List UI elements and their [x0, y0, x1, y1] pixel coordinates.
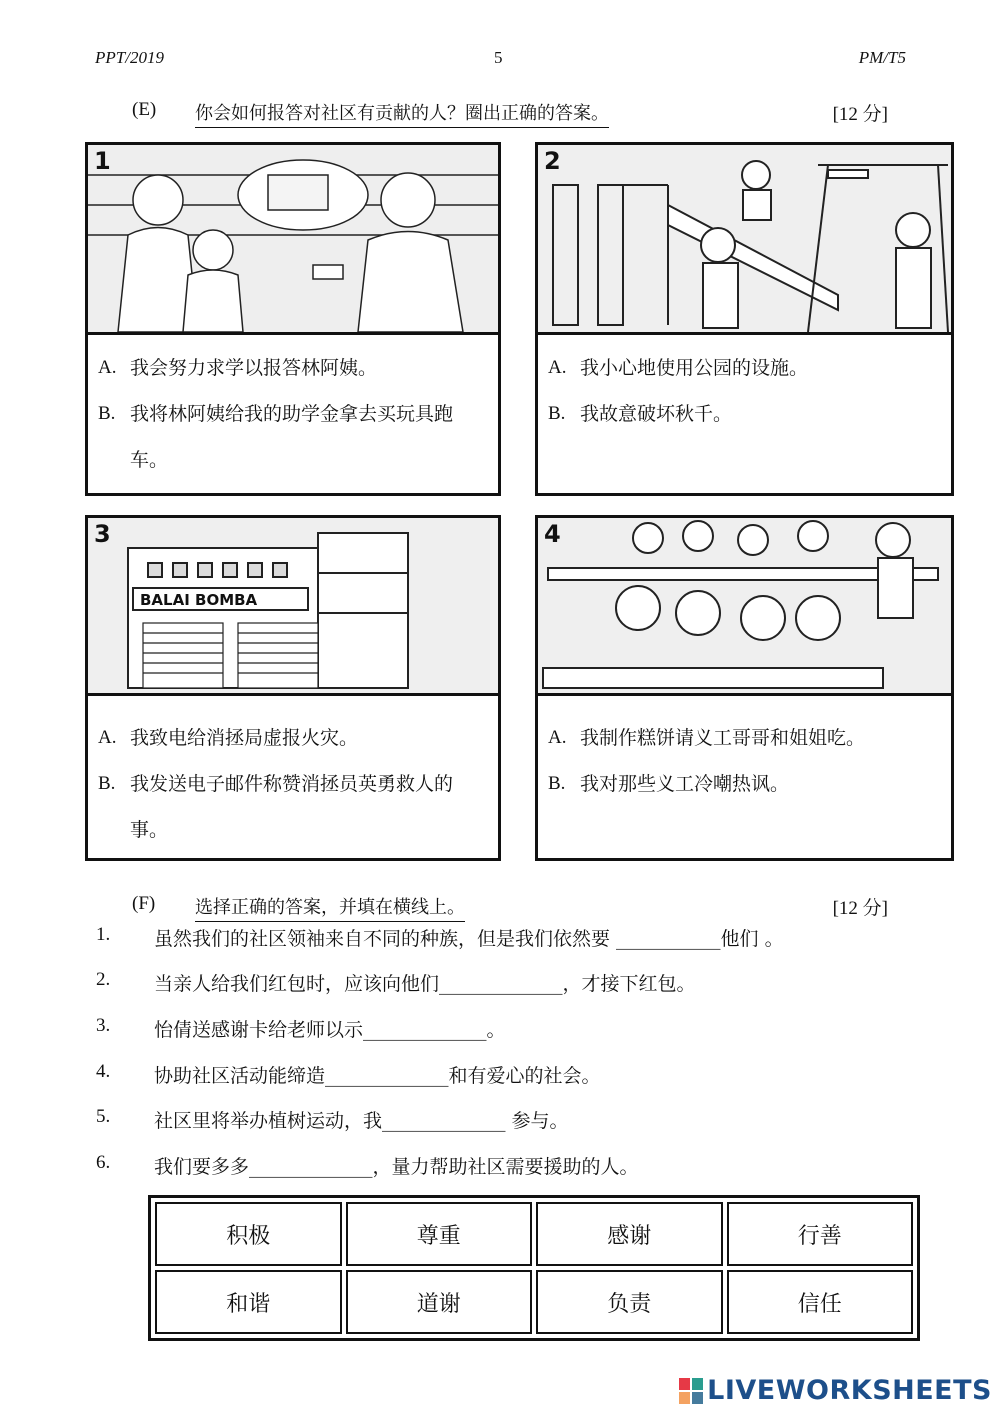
question-text: 协助社区活动能缔造_____________和有爱心的社会。 — [154, 1065, 601, 1087]
word-option[interactable]: 信任 — [727, 1270, 914, 1334]
card-1-scene — [88, 145, 498, 332]
question-3[interactable] — [96, 1015, 506, 1042]
option-key: B. — [98, 773, 116, 794]
section-f-title: 选择正确的答案，并填在横线上。 — [195, 893, 465, 922]
liveworksheets-brand — [679, 1375, 992, 1406]
card-3-illustration — [88, 518, 498, 696]
option-key: A. — [98, 727, 117, 748]
card-3-options — [98, 715, 488, 853]
card-2-option-a[interactable] — [548, 345, 941, 391]
card-3-option-a[interactable] — [98, 715, 488, 761]
card-1-option-a[interactable] — [98, 345, 488, 391]
card-4 — [535, 515, 954, 861]
word-option[interactable]: 尊重 — [346, 1202, 533, 1266]
option-key: B. — [548, 773, 566, 794]
card-3-scene — [88, 518, 498, 693]
word-bank-row — [155, 1270, 913, 1334]
section-e-letter: (E) — [132, 99, 157, 120]
question-4[interactable] — [96, 1061, 601, 1088]
section-e-title: 你会如何报答对社区有贡献的人？圈出正确的答案。 — [195, 99, 609, 128]
option-text: 我制作糕饼请义工哥哥和姐姐吃。 — [580, 727, 866, 749]
question-text: 我们要多多_____________，量力帮助社区需要援助的人。 — [154, 1156, 639, 1178]
option-text: 我将林阿姨给我的助学金拿去买玩具跑车。 — [130, 403, 454, 471]
card-1-options — [98, 345, 488, 483]
question-1[interactable] — [96, 924, 784, 951]
card-1 — [85, 142, 501, 496]
word-option[interactable]: 行善 — [727, 1202, 914, 1266]
option-text: 我故意破坏秋千。 — [580, 403, 733, 425]
question-number: 6. — [96, 1152, 111, 1173]
option-key: B. — [98, 403, 116, 424]
card-2-number: 2 — [544, 147, 561, 175]
word-bank-row — [155, 1202, 913, 1266]
question-number: 4. — [96, 1061, 111, 1082]
option-text: 我会努力求学以报答林阿姨。 — [130, 357, 378, 379]
word-option[interactable]: 道谢 — [346, 1270, 533, 1334]
card-2-scene — [538, 145, 951, 332]
word-option[interactable]: 和谐 — [155, 1270, 342, 1334]
header-code-right: PM/T5 — [858, 48, 906, 67]
section-f-marks: [12 分] — [832, 898, 888, 919]
card-4-illustration — [538, 518, 951, 696]
word-option[interactable]: 负责 — [536, 1270, 723, 1334]
card-2-illustration — [538, 145, 951, 335]
card-4-option-b[interactable] — [548, 761, 941, 807]
option-key: A. — [548, 727, 567, 748]
brand-text: LIVEWORKSHEETS — [707, 1375, 992, 1406]
card-4-options — [548, 715, 941, 807]
word-option[interactable]: 积极 — [155, 1202, 342, 1266]
card-1-illustration — [88, 145, 498, 335]
question-text: 虽然我们的社区领袖来自不同的种族，但是我们依然要 ___________他们 。 — [154, 928, 784, 950]
option-key: A. — [98, 357, 117, 378]
option-text: 我致电给消拯局虚报火灾。 — [130, 727, 359, 749]
card-2-options — [548, 345, 941, 437]
card-4-option-a[interactable] — [548, 715, 941, 761]
question-text: 怡倩送感谢卡给老师以示_____________。 — [154, 1019, 506, 1041]
card-1-number: 1 — [94, 147, 111, 175]
option-text: 我发送电子邮件称赞消拯员英勇救人的事。 — [130, 773, 454, 841]
card-2-option-b[interactable] — [548, 391, 941, 437]
section-f-letter: (F) — [132, 893, 156, 914]
question-number: 2. — [96, 969, 111, 990]
section-e-marks: [12 分] — [832, 104, 888, 125]
question-6[interactable] — [96, 1152, 639, 1179]
option-text: 我小心地使用公园的设施。 — [580, 357, 809, 379]
fire-station-sign: BALAI BOMBA — [140, 591, 258, 609]
card-4-number: 4 — [544, 520, 561, 548]
question-text: 社区里将举办植树运动，我_____________ 参与。 — [154, 1110, 569, 1132]
question-number: 3. — [96, 1015, 111, 1036]
card-3-number: 3 — [94, 520, 111, 548]
word-option[interactable]: 感谢 — [536, 1202, 723, 1266]
liveworksheets-logo-icon — [679, 1378, 703, 1404]
question-5[interactable] — [96, 1106, 569, 1133]
option-key: A. — [548, 357, 567, 378]
question-number: 5. — [96, 1106, 111, 1127]
card-2 — [535, 142, 954, 496]
card-3 — [85, 515, 501, 861]
question-number: 1. — [96, 924, 111, 945]
question-2[interactable] — [96, 969, 696, 996]
header-code-left: PPT/2019 — [95, 48, 164, 67]
card-3-option-b[interactable] — [98, 761, 488, 853]
question-text: 当亲人给我们红包时，应该向他们_____________，才接下红包。 — [154, 973, 696, 995]
option-text: 我对那些义工冷嘲热讽。 — [580, 773, 790, 795]
option-key: B. — [548, 403, 566, 424]
page-number: 5 — [494, 48, 503, 67]
card-4-scene — [538, 518, 951, 693]
card-1-option-b[interactable] — [98, 391, 488, 483]
word-bank — [148, 1195, 920, 1341]
